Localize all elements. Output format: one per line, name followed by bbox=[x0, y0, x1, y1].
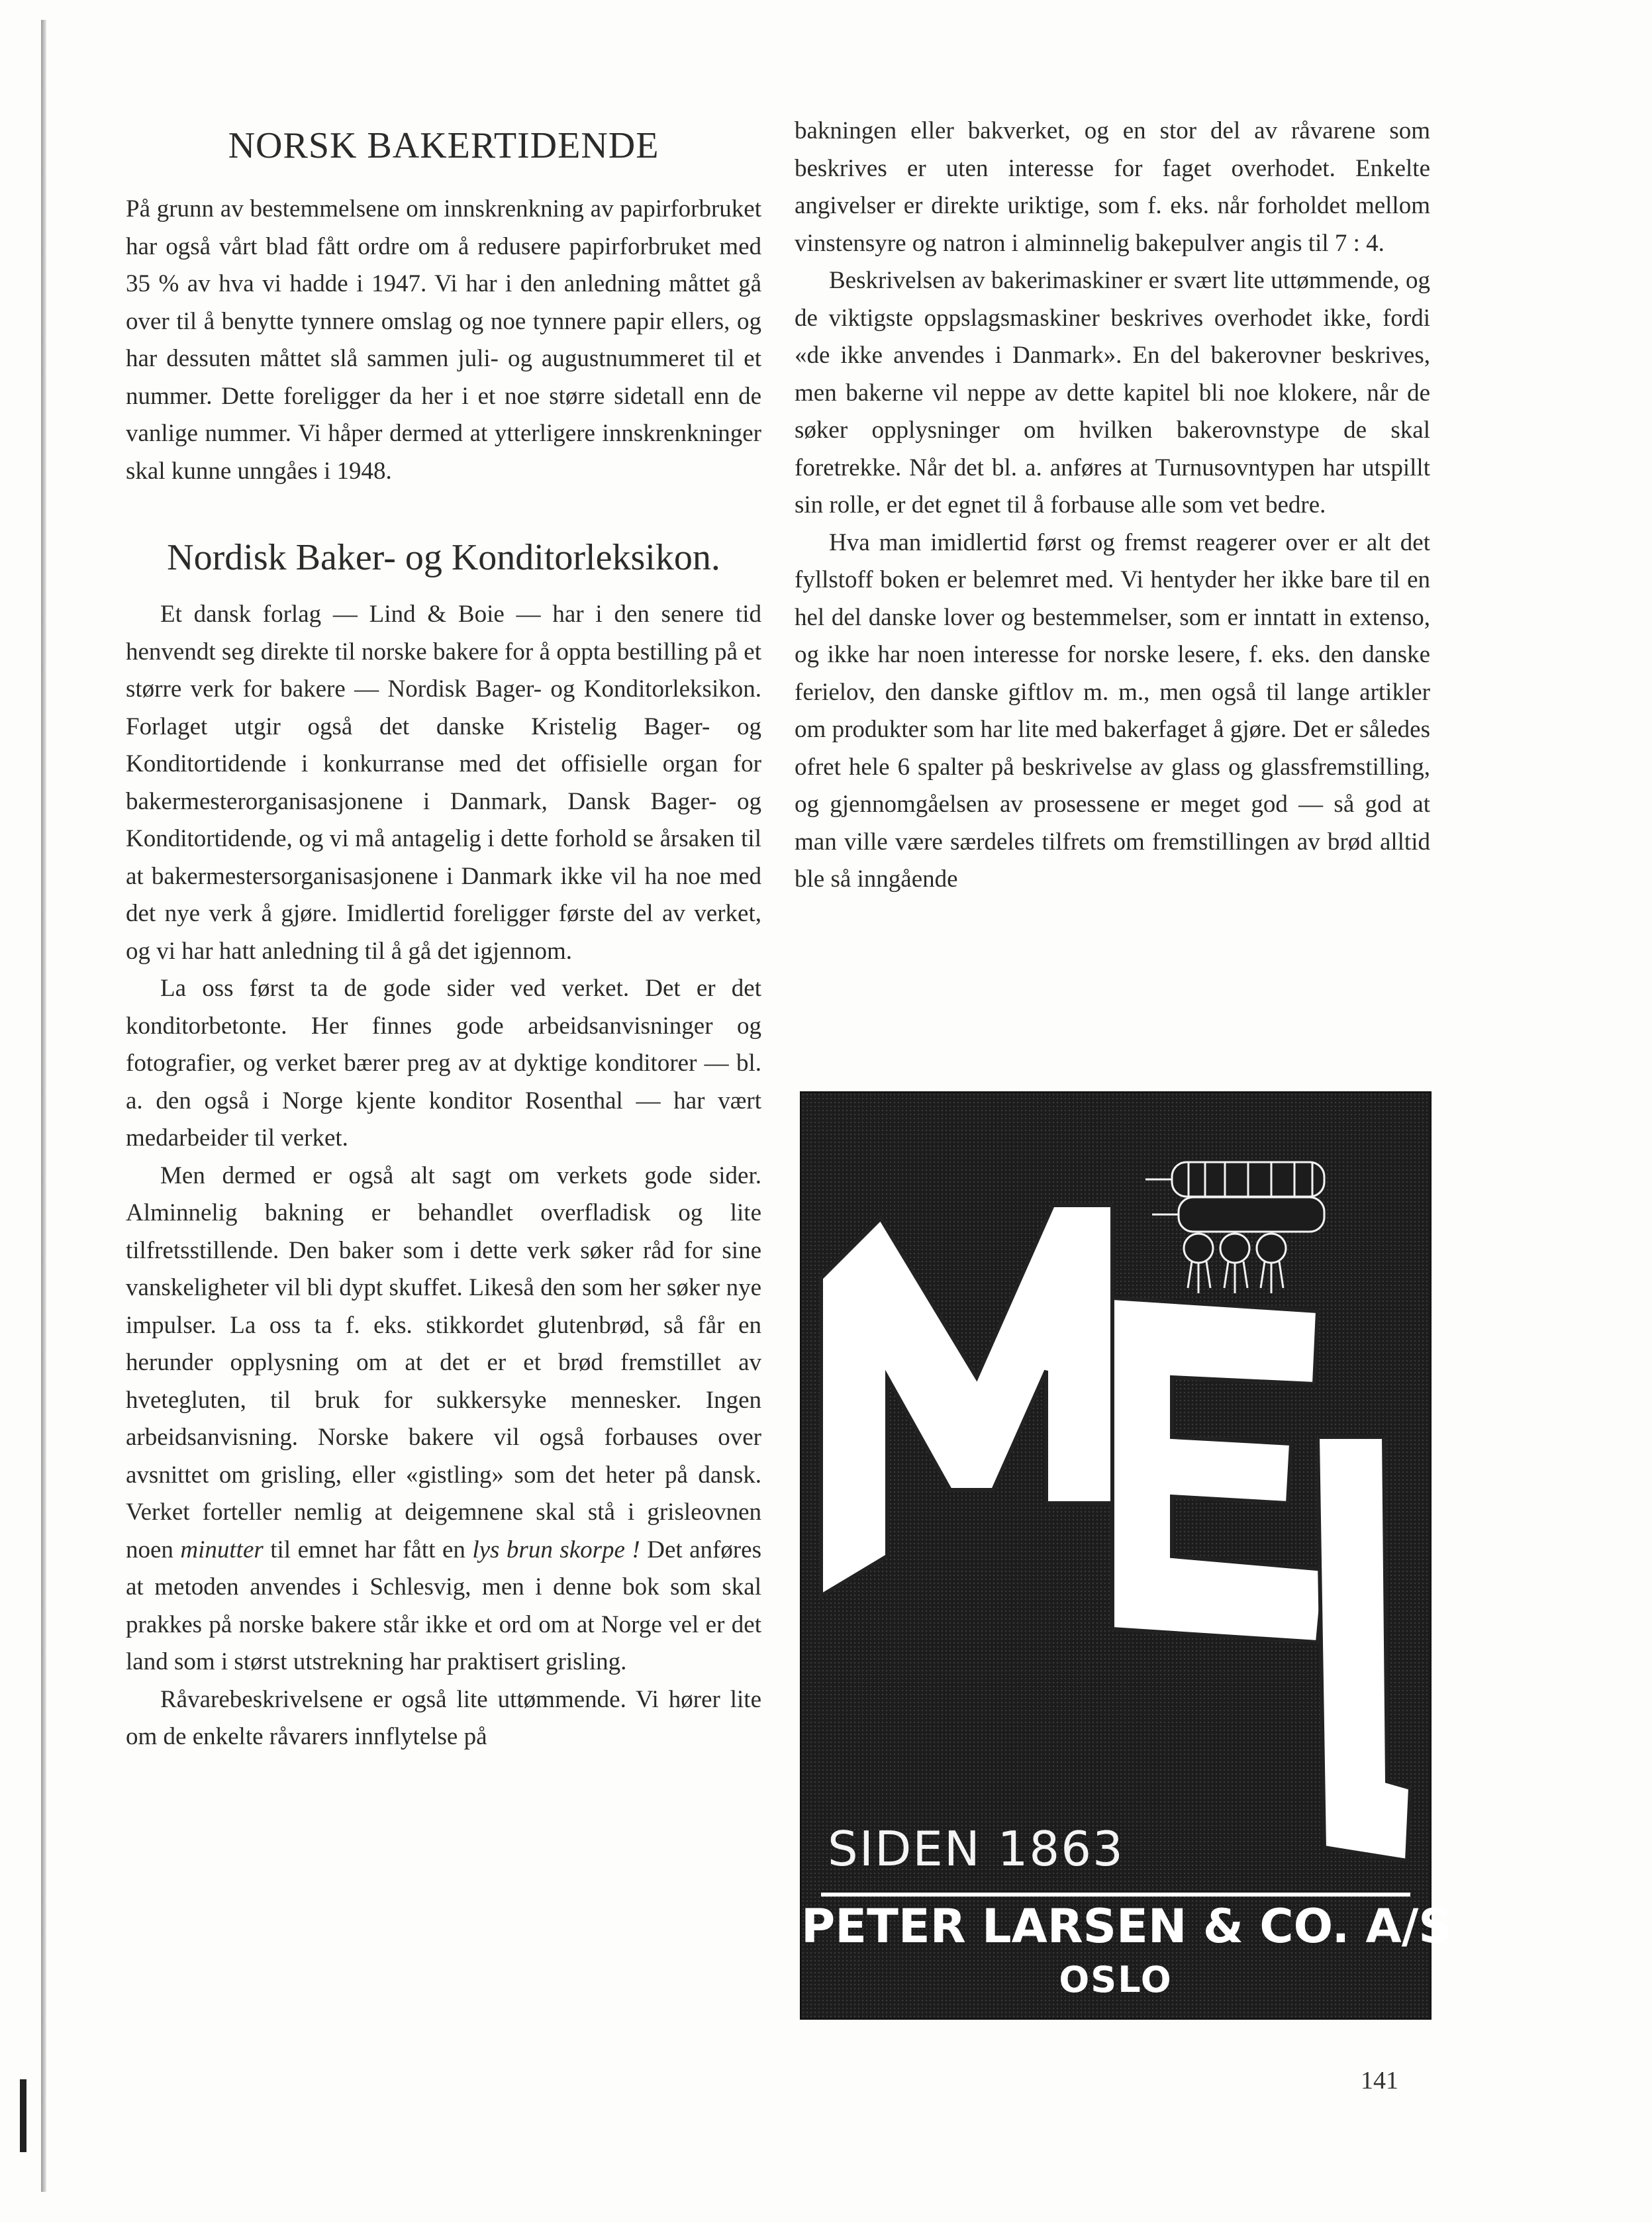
mill-rollers-icon bbox=[1145, 1162, 1324, 1293]
paragraph-criticism-mid: til emnet har fått en bbox=[263, 1536, 473, 1563]
italic-minutter: minutter bbox=[180, 1536, 264, 1563]
scan-edge bbox=[41, 20, 46, 2192]
paragraph-good-sides: La oss først ta de gode sider ved verket. Det er det konditorbetonte. Her finnes gode arbeidsanvisninger og fotografier, og verket bærer preg av at dyktige konditorer — bl. a. den også i Norge kjente konditor Rosenthal — har vært medarbeider til verket. bbox=[126, 975, 761, 1152]
ad-artwork bbox=[801, 1093, 1452, 2018]
paragraph-criticism bbox=[126, 1158, 761, 1681]
page-number: 141 bbox=[1361, 2067, 1398, 2095]
scan-corner-mark bbox=[20, 2079, 26, 2152]
paragraph-continuation: bakningen eller bakverket, og en stor del av råvarene som beskrives er uten interesse for faget overhodet. Enkelte angivelser er direkte uriktige, som f. eks. når forholdet mellom vinstensyre og natron i alminnelig bakepulver angis til 7 : 4. bbox=[795, 117, 1430, 257]
right-column bbox=[795, 113, 1430, 899]
paragraph-raw-materials: Råvarebeskrivelsene er også lite uttømmende. Vi hører lite om de enkelte råvarers innflytelse på bbox=[126, 1685, 761, 1750]
paragraph-filler: Hva man imidlertid først og fremst reagerer over er alt det fyllstoff boken er belemret med. Vi hentyder her ikke bare til en hel del danske lover og bestemmelser, som er inntatt in extenso, og ikke har noen interesse for norske lesere, f. eks. den danske ferielov, den danske giftlov m. m., men også til lange artikler om produkter som har lite med bakerfaget å gjøre. Det er således ofret hele 6 spalter på beskrivelse av glass og glassfremstilling, og gjennomgåelsen av prosessene er meget god — så god at man ville være særdeles tilfrets om fremstillingen av brød alltid ble så inngående bbox=[795, 528, 1430, 893]
paragraph-criticism-end: Det anføres at metoden anvendes i Schlesvig, men i denne bok som skal prakkes på norske bakere står ikke et ord om at Norge vel er det land som i størst utstrekning har praktisert grisling. bbox=[126, 1536, 762, 1675]
paragraph-machines: Beskrivelsen av bakerimaskiner er svært lite uttømmende, og de viktigste oppslagsmaskiner beskrives overhodet ikke, fordi «de ikke anvendes i Danmark». En del bakerovner beskrives, men bakerne vil neppe av dette kapitel bli noe klokere, når de søker opplysninger om hvilken bakerovnstype de skal foretrekke. Når det bl. a. anføres at Turnusovntypen har utspillt sin rolle, er det egnet til å forbause alle som vet bedre. bbox=[795, 267, 1430, 519]
letter-m bbox=[821, 1205, 1112, 1596]
section-heading: Nordisk Baker- og Konditorleksikon. bbox=[167, 537, 720, 578]
letter-l bbox=[1318, 1437, 1410, 1861]
left-column bbox=[126, 113, 761, 1756]
italic-lys-brun-skorpe: lys brun skorpe ! bbox=[472, 1536, 640, 1563]
ad-rule-top bbox=[821, 1893, 1410, 1897]
ad-since-text: SIDEN 1863 bbox=[828, 1821, 1124, 1877]
masthead: NORSK BAKERTIDENDE bbox=[228, 125, 659, 166]
paragraph-criticism-text: Men dermed er også alt sagt om verkets gode sider. Alminnelig bakning er behandlet overfladisk og lite tilfretsstillende. Den baker som i dette verk søker råd for sine vanskeligheter vil bli dypt skuffet. Likeså den som her søker nye impulser. La oss ta f. eks. stikkordet glutenbrød, så får en herunder opplysning om at det er et brød fremstillet av hvetegluten, til bruk for sukkersyke mennesker. Ingen arbeidsanvisning. Norske bakere vil også forbauses over avsnittet om grisling, eller «gistling» som det heter på dansk. Verket forteller nemlig at deigemnene skal stå i grisleovnen noen bbox=[126, 1161, 761, 1563]
paragraph-publisher: Et dansk forlag — Lind & Boie — har i den senere tid henvendt seg direkte til norske bakere for å oppta bestilling på et større verk for bakere — Nordisk Bager- og Konditorleksikon. Forlaget utgir også det danske Kristelig Bager- og Konditortidende i konkurranse med det offisielle organ for bakermesterorganisasjonene i Danmark, Dansk Bager- og Konditortidende, og vi må antagelig i dette forhold se årsaken til at bakermestersorganisasjonene i Danmark ikke vil ha noe med det nye verk å gjøre. Imidlertid foreligger første del av verket, og vi har hatt anledning til å gå det igjennom. bbox=[126, 601, 761, 965]
intro-paragraph: På grunn av bestemmelsene om innskrenkning av papirforbruket har også vårt blad fått ordre om å redusere papirforbruket med 35 % av hva vi hadde i 1947. Vi har i den anledning måttet gå over til å benytte tynnere omslag og noe tynnere papir ellers, og har dessuten måttet slå sammen juli- og augustnummeret til et nummer. Dette foreligger da her i et noe større sidetall enn de vanlige nummer. Vi håper dermed at ytterligere innskrenkninger skal kunne unngåes i 1948. bbox=[126, 195, 761, 485]
ad-city: OSLO bbox=[1059, 1959, 1173, 2001]
letter-e bbox=[1112, 1298, 1324, 1642]
advertisement bbox=[801, 1093, 1452, 2018]
ad-company-name: PETER LARSEN & CO. A/S bbox=[801, 1899, 1452, 1953]
